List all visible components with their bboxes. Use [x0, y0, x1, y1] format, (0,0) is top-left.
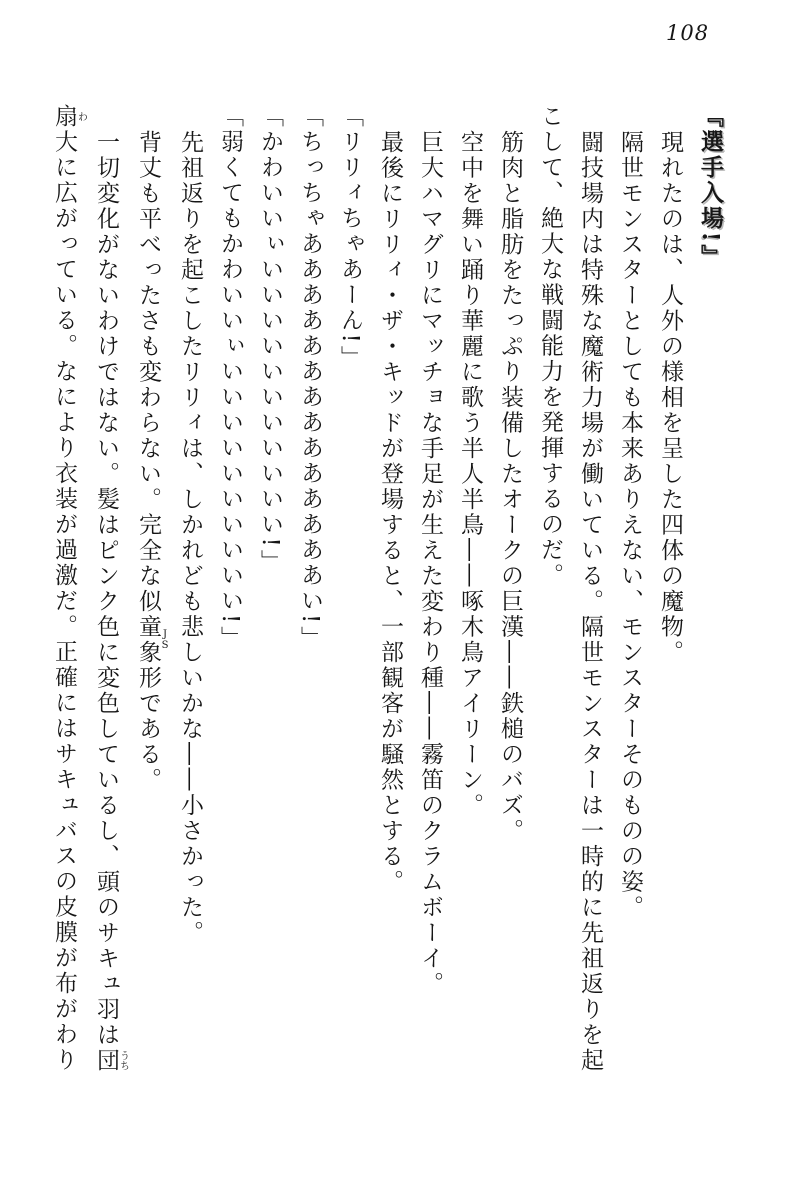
ruby-annotation: 団うち — [93, 1048, 129, 1074]
narration-line: 隔世モンスターとしても本来ありえない、モンスターそのものの姿。 — [617, 130, 643, 921]
ruby-annotation: 似童象形JS — [135, 589, 171, 691]
page-number: 108 — [666, 21, 710, 45]
dialogue-line: 「弱くてもかわいいぃいいいいいいいいいい!」 — [217, 104, 243, 652]
narration-line: こして、絶大な戦闘能力を発揮するのだ。 — [537, 104, 563, 589]
announcement-line: 『選手入場!』 — [697, 104, 724, 270]
narration-line: 一切変化がないわけではない。髪はピンク色に変色しているし、頭のサキュ羽は団うち — [93, 130, 129, 1074]
dialogue-line: 「リリィちゃあーん!」 — [337, 104, 363, 371]
dialogue-line: 「ちっちゃああああああああああああああい!」 — [297, 104, 323, 652]
vertical-text-block — [44, 104, 730, 1144]
narration-line: 最後にリリィ・ザ・キッドが登場すると、一部観客が騒然とする。 — [377, 130, 403, 895]
narration-line: 先祖返りを起こしたリリィは、しかれども悲しいかな――小さかった。 — [177, 130, 203, 946]
dialogue-line: 「かわいいぃいいいいいいいいいいい!」 — [257, 104, 283, 575]
ruby-annotation: 扇わ — [51, 104, 87, 130]
narration-line: 現れたのは、人外の様相を呈した四体の魔物。 — [657, 130, 683, 666]
narration-line: 空中を舞い踊り華麗に歌う半人半鳥――啄木鳥アイリーン。 — [457, 130, 483, 819]
narration-line: 巨大ハマグリにマッチョな手足が生えた変わり種――霧笛のクラムボーイ。 — [417, 130, 443, 997]
narration-line: 筋肉と脂肪をたっぷり装備したオークの巨漢――鉄槌のバズ。 — [497, 130, 523, 844]
narration-line: 扇わ大に広がっている。なにより衣装が過激だ。正確にはサキュバスの皮膜が布がわり — [51, 104, 87, 1073]
narration-line: 背丈も平べったさも変わらない。完全な似童象形JSである。 — [135, 130, 171, 793]
narration-line: 闘技場内は特殊な魔術力場が働いている。隔世モンスターは一時的に先祖返りを起 — [577, 130, 603, 1074]
